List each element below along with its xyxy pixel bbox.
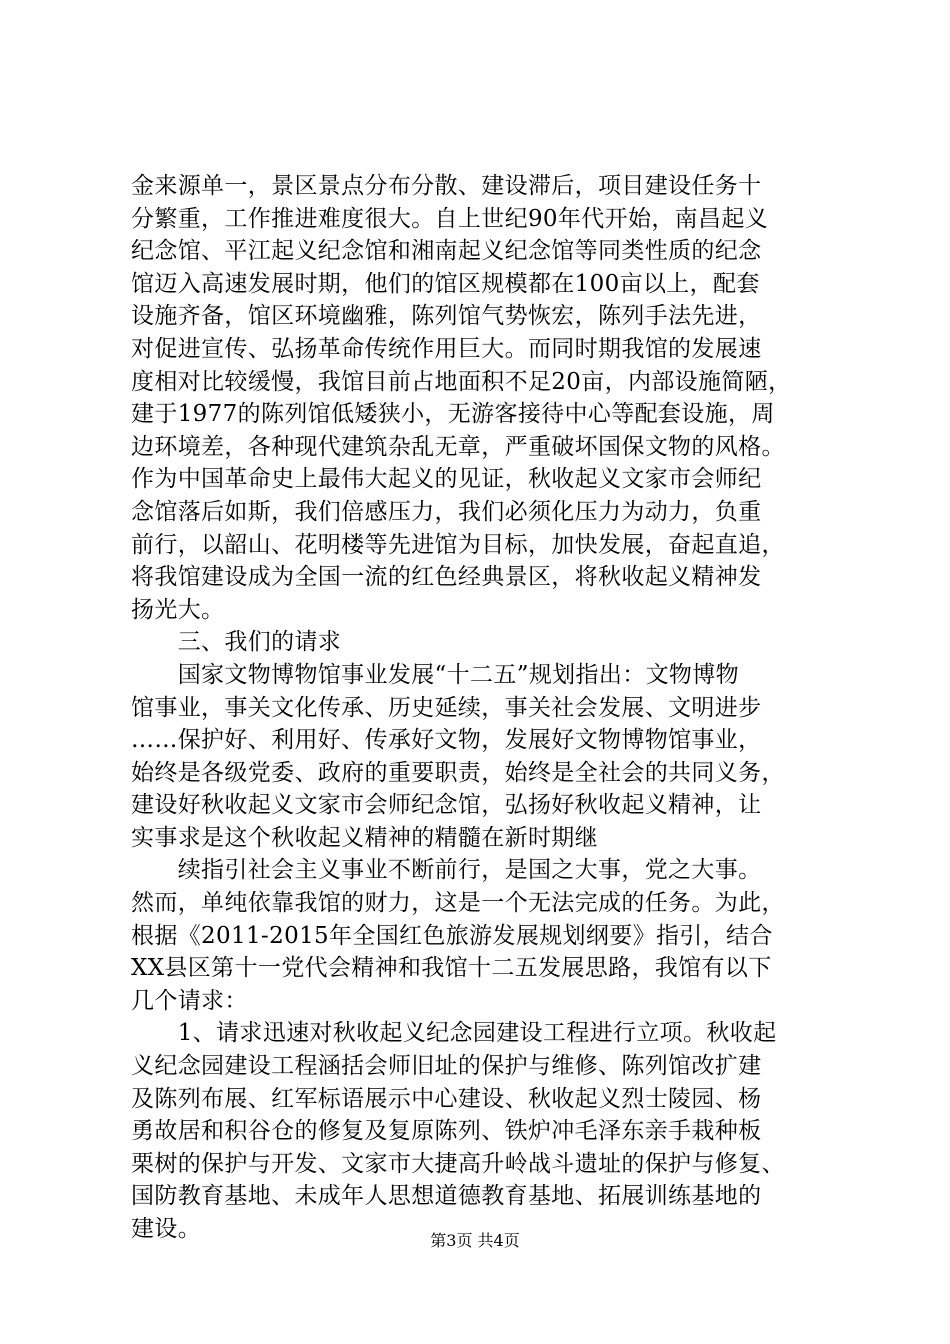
text-line: 义纪念园建设工程涵括会师旧址的保护与维修、陈列馆改扩建 [131, 1053, 762, 1080]
text-line: 金来源单一，景区景点分布分散、建设滞后，项目建设任务十 [131, 173, 762, 199]
text-line: 然而，单纯依靠我馆的财力，这是一个无法完成的任务。为此， [131, 890, 785, 917]
body-text [131, 170, 831, 1246]
text-line: ……保护好、利用好、传承好文物，发展好文物博物馆事业， [131, 727, 762, 754]
text-line: 前行，以韶山、花明楼等先进馆为目标，加快发展，奋起直追， [131, 531, 785, 558]
text-line: 建于1977的陈列馆低矮狭小，无游客接待中心等配套设施，周 [131, 401, 775, 428]
text-line: 实事求是这个秋收起义精神的精髓在新时期继 [131, 824, 598, 851]
text-line: 根据《2011-2015年全国红色旅游发展规划纲要》指引，结合 [131, 922, 773, 949]
text-line: 设施齐备，馆区环境幽雅，陈列馆气势恢宏，陈列手法先进， [131, 303, 762, 330]
text-line: 对促进宣传、弘扬革命传统作用巨大。而同时期我馆的发展速 [131, 335, 762, 362]
text-line: 馆事业，事关文化传承、历史延续，事关社会发展、文明进步 [131, 694, 762, 721]
text-line: 作为中国革命史上最伟大起义的见证，秋收起义文家市会师纪 [131, 466, 762, 493]
text-line: 边环境差，各种现代建筑杂乱无章，严重破坏国保文物的风格。 [131, 433, 785, 460]
text-line: 将我馆建设成为全国一流的红色经典景区，将秋收起义精神发 [131, 564, 762, 591]
text-line: 勇故居和积谷仓的修复及复原陈列、铁炉冲毛泽东亲手栽种板 [131, 1118, 762, 1145]
text-line: 建设好秋收起义文家市会师纪念馆，弘扬好秋收起义精神，让 [131, 792, 762, 819]
text-line: 分繁重，工作推进难度很大。自上世纪90年代开始，南昌起义 [131, 205, 769, 232]
text-line: 纪念馆、平江起义纪念馆和湘南起义纪念馆等同类性质的纪念 [131, 238, 762, 265]
text-line: 1、请求迅速对秋收起义纪念园建设工程进行立项。秋收起 [131, 1020, 777, 1047]
text-line: XX县区第十一党代会精神和我馆十二五发展思路，我馆有以下 [131, 955, 772, 982]
text-line: 念馆落后如斯，我们倍感压力，我们必须化压力为动力，负重 [131, 498, 762, 525]
section-heading: 三、我们的请求 [131, 629, 342, 656]
text-line: 续指引社会主义事业不断前行，是国之大事，党之大事。 [131, 857, 762, 884]
text-line: 建设。 [131, 1216, 202, 1242]
text-line: 扬光大。 [131, 596, 225, 623]
text-line: 及陈列布展、红军标语展示中心建设、秋收起义烈士陵园、杨 [131, 1085, 762, 1112]
text-line: 馆迈入高速发展时期，他们的馆区规模都在100亩以上，配套 [131, 270, 760, 297]
text-line: 始终是各级党委、政府的重要职责，始终是全社会的共同义务， [131, 759, 785, 786]
text-line: 国家文物博物馆事业发展“十二五”规划指出：文物博物 [131, 661, 739, 688]
page-footer: 第3页 共4页 [430, 1231, 520, 1250]
text-line: 度相对比较缓慢，我馆目前占地面积不足20亩，内部设施简陋， [131, 368, 792, 395]
text-line: 几个请求： [131, 987, 248, 1014]
text-line: 国防教育基地、未成年人思想道德教育基地、拓展训练基地的 [131, 1183, 762, 1210]
text-line: 栗树的保护与开发、文家市大捷高升岭战斗遗址的保护与修复、 [131, 1150, 785, 1177]
